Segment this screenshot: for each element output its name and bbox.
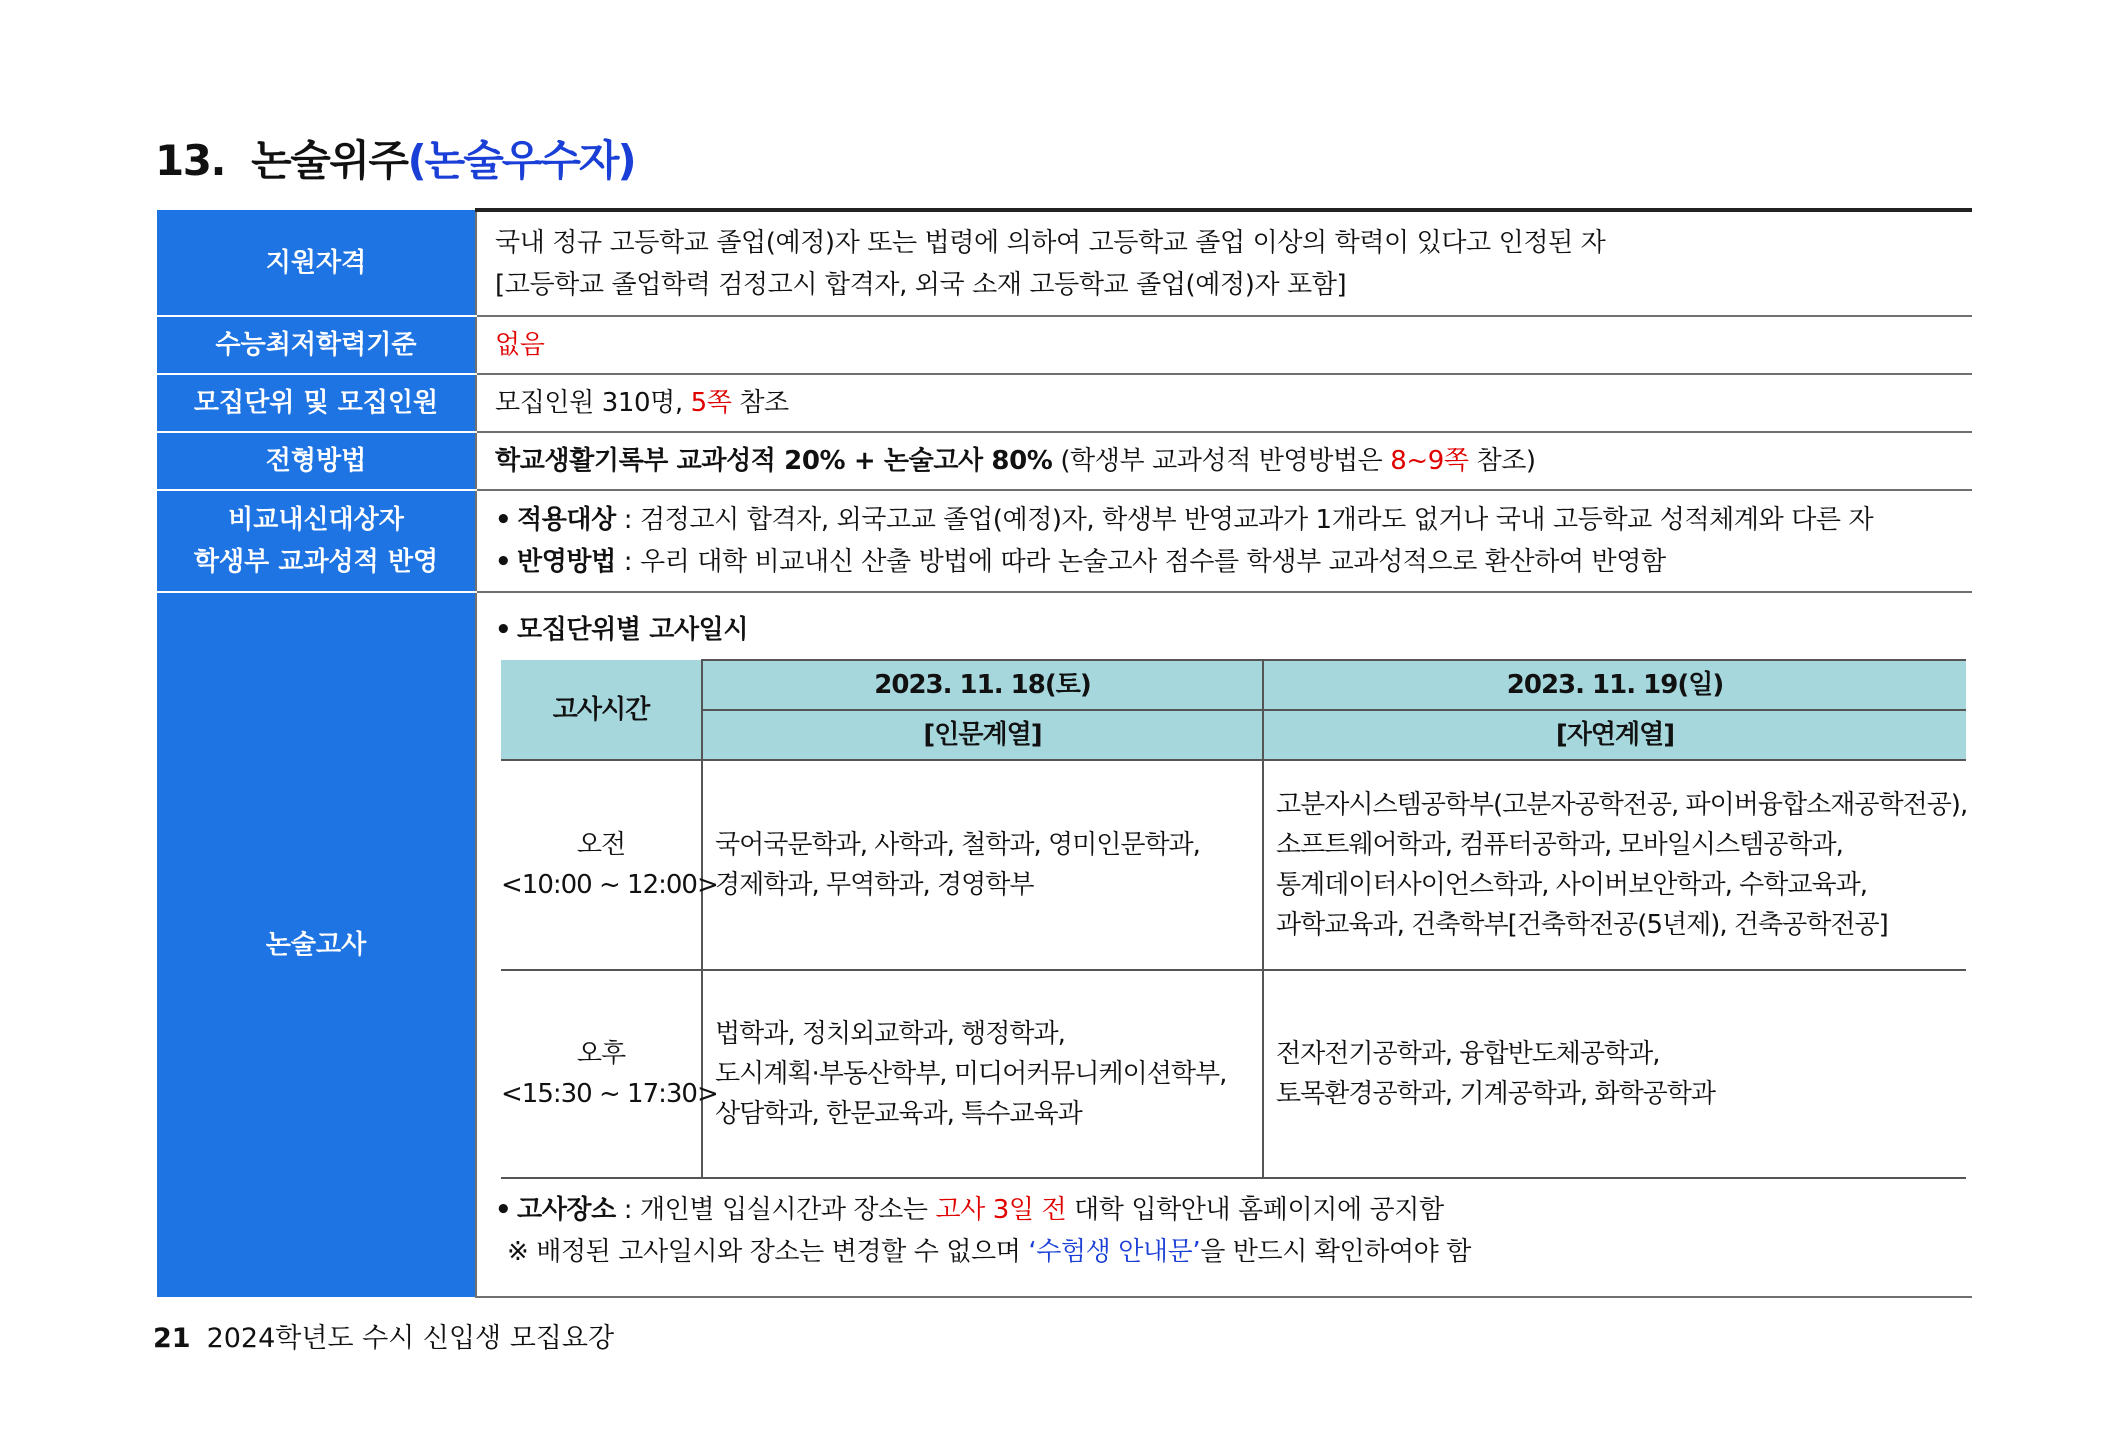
label-comparison	[157, 490, 476, 592]
pm-day2-departments: 전자전기공학과, 융합반도체공학과, 토목환경공학과, 기계공학과, 화학공학과	[1263, 970, 1966, 1178]
row-csat	[157, 316, 1972, 374]
section-subtitle: (논술우수자)	[407, 136, 635, 185]
pm-time-cell	[501, 970, 718, 1178]
header-day2-date: 2023. 11. 19(일)	[1263, 660, 1966, 710]
header-day1-track: [인문계열]	[702, 710, 1263, 760]
label-eligibility: 지원자격	[157, 210, 476, 316]
page-title	[155, 128, 635, 188]
section-title: 논술위주	[251, 136, 408, 185]
section-number: 13.	[155, 136, 225, 185]
am-day2-departments: 고분자시스템공학부(고분자공학전공, 파이버융합소재공학전공), 소프트웨어학과, 컴퓨터공학과, 모바일시스템공학과, 통계데이터사이언스학과, 사이버보안학과, 수학교육과, 과학교육과, 건축학부[건축학전공(5년제), 건축공학전공]	[1263, 760, 1966, 970]
value-quota: 모집인원 310명, 5쪽 참조	[476, 374, 1972, 432]
row-eligibility	[157, 210, 1972, 316]
label-csat: 수능최저학력기준	[157, 316, 476, 374]
exam-schedule-table	[501, 659, 1966, 1179]
pm-day1-departments: 법학과, 정치외교학과, 행정학과, 도시계획·부동산학부, 미디어커뮤니케이션학부, 상담학과, 한문교육과, 특수교육과	[702, 970, 1263, 1178]
value-eligibility	[476, 210, 1972, 316]
am-time: <10:00 ~ 12:00>	[501, 870, 718, 900]
row-essay	[157, 592, 1972, 1297]
exam-place	[495, 1189, 1972, 1273]
pm-time: <15:30 ~ 17:30>	[501, 1079, 718, 1109]
place-deadline: 고사 3일 전	[935, 1195, 1067, 1225]
value-method: 학교생활기록부 교과성적 20% + 논술고사 80% (학생부 교과성적 반영방법은 8~9쪽 참조)	[476, 432, 1972, 490]
value-essay	[476, 592, 1972, 1297]
header-day2-track: [자연계열]	[1263, 710, 1966, 760]
am-label: 오전	[576, 830, 626, 860]
label-method: 전형방법	[157, 432, 476, 490]
footer-text: 2024학년도 수시 신입생 모집요강	[206, 1323, 615, 1354]
row-comparison	[157, 490, 1972, 592]
label-quota: 모집단위 및 모집인원	[157, 374, 476, 432]
admission-table	[157, 208, 1972, 1298]
place-bullet: • 고사장소 : 개인별 입실시간과 장소는 고사 3일 전 대학 입학안내 홈페이지에 공지함	[495, 1195, 1444, 1225]
schedule-header-row-1	[501, 660, 1966, 710]
eligibility-line2: [고등학교 졸업학력 검정고시 합격자, 외국 소재 고등학교 졸업(예정)자 포함]	[495, 269, 1347, 300]
bullet-apply-target: • 적용대상 : 검정고시 합격자, 외국고교 졸업(예정)자, 학생부 반영교과가 1개라도 없거나 국내 고등학교 성적체계와 다른 자	[495, 505, 1874, 535]
applicant-guide-ref: ‘수험생 안내문’	[1028, 1237, 1201, 1267]
quota-page-ref: 5쪽	[690, 388, 732, 418]
am-time-cell	[501, 760, 718, 970]
method-weighting: 학교생활기록부 교과성적 20% + 논술고사 80%	[495, 446, 1053, 476]
value-csat: 없음	[476, 316, 1972, 374]
place-note: ※ 배정된 고사일시와 장소는 변경할 수 없으며 ‘수험생 안내문’을 반드시 확인하여야 함	[507, 1237, 1471, 1267]
schedule-row-am	[501, 760, 1966, 970]
eligibility-line1: 국내 정규 고등학교 졸업(예정)자 또는 법령에 의하여 고등학교 졸업 이상의 학력이 있다고 인정된 자	[495, 227, 1606, 258]
method-page-ref: 8~9쪽	[1390, 446, 1469, 476]
row-quota	[157, 374, 1972, 432]
row-method	[157, 432, 1972, 490]
schedule-row-pm	[501, 970, 1966, 1178]
bullet-apply-method: • 반영방법 : 우리 대학 비교내신 산출 방법에 따라 논술고사 점수를 학생부 교과성적으로 환산하여 반영함	[495, 547, 1666, 577]
am-day1-departments: 국어국문학과, 사학과, 철학과, 영미인문학과, 경제학과, 무역학과, 경영학부	[702, 760, 1263, 970]
schedule-heading: • 모집단위별 고사일시	[495, 615, 749, 645]
schedule-header-row-2	[501, 710, 1966, 760]
comparison-label-line2: 학생부 교과성적 반영	[193, 547, 439, 577]
label-essay: 논술고사	[157, 592, 476, 1297]
page-number: 21	[153, 1323, 191, 1354]
header-exam-time: 고사시간	[501, 660, 702, 760]
value-comparison	[476, 490, 1972, 592]
comparison-label-line1: 비교내신대상자	[228, 505, 404, 535]
pm-label: 오후	[576, 1039, 626, 1069]
header-day1-date: 2023. 11. 18(토)	[702, 660, 1263, 710]
page-footer	[153, 1316, 614, 1355]
